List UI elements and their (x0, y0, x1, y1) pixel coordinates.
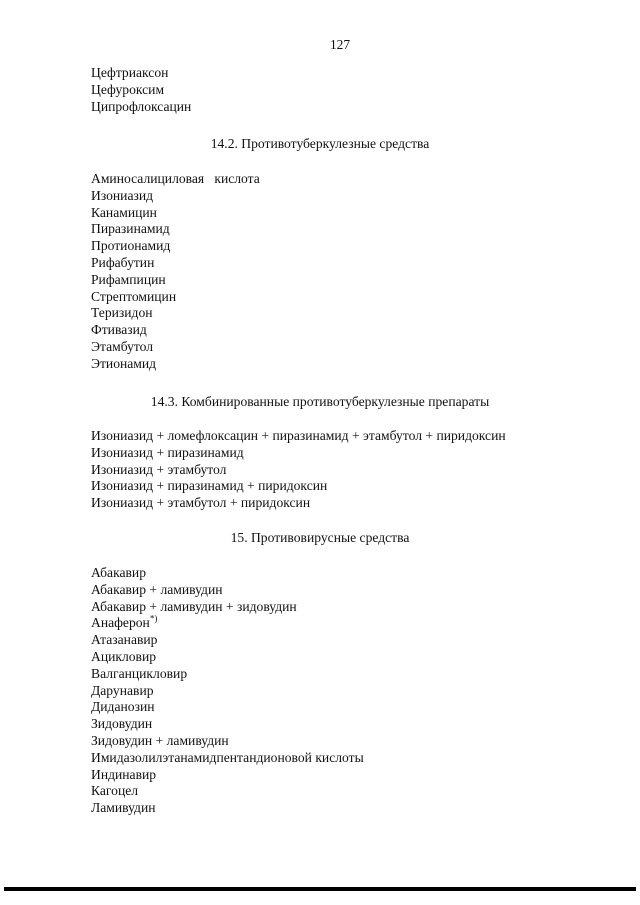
list-item: Рифабутин (91, 254, 155, 270)
list-item: Абакавир (91, 565, 146, 580)
list-item: Протионамид (91, 238, 171, 254)
list-item: Аминосалициловая кислота (91, 171, 260, 186)
list-item: Пиразинамид (91, 221, 170, 237)
list-item: Ципрофлоксацин (91, 98, 192, 114)
list-item: Атазанавир (91, 632, 158, 648)
list-item: Изониазид + ломефлоксацин + пиразинамид + этамбутол + пиридоксин (91, 428, 506, 443)
list-item: Абакавир + ламивудин (91, 581, 223, 597)
list-item: Цефтриаксон (91, 65, 169, 80)
drug-list-14-2 (91, 171, 260, 373)
list-item: Кагоцел (91, 783, 139, 799)
drug-list-14-3 (91, 428, 506, 512)
list-item: Изониазид (91, 187, 154, 203)
list-item: Изониазид + этамбутол (91, 461, 227, 477)
list-item: Изониазид + этамбутол + пиридоксин (91, 495, 311, 511)
list-item: Этамбутол (91, 338, 154, 354)
drug-list-top (91, 65, 191, 115)
drug-list-15 (91, 565, 364, 817)
list-item: Ламивудин (91, 800, 156, 816)
list-item: Фтивазид (91, 322, 147, 338)
list-item: Имидазолилэтанамидпентандионовой кислоты (91, 749, 364, 765)
section-heading-15: 15. Противовирусные средства (230, 530, 410, 545)
list-item: Рифампицин (91, 271, 166, 287)
list-item-label: Анаферон (91, 615, 150, 631)
list-item: Зидовудин (91, 716, 153, 732)
list-item: Зидовудин + ламивудин (91, 732, 229, 748)
list-item: Абакавир + ламивудин + зидовудин (91, 598, 297, 614)
bottom-rule (4, 887, 636, 891)
list-item: Цефуроксим (91, 81, 165, 97)
list-item: Теризидон (91, 305, 153, 321)
section-heading-14-3: 14.3. Комбинированные противотуберкулезные препараты (150, 394, 490, 409)
list-item: Валганцикловир (91, 665, 188, 681)
page-number: 127 (329, 37, 351, 52)
list-item: Стрептомицин (91, 288, 177, 304)
list-item: Диданозин (91, 699, 155, 715)
list-item-anaferon (91, 615, 364, 632)
list-item: Этионамид (91, 355, 157, 371)
list-item: Изониазид + пиразинамид + пиридоксин (91, 478, 328, 494)
list-item: Индинавир (91, 766, 157, 782)
list-item: Ацикловир (91, 648, 157, 664)
section-heading-14-2: 14.2. Противотуберкулезные средства (210, 136, 430, 151)
footnote-marker: *) (149, 613, 158, 624)
list-item: Изониазид + пиразинамид (91, 444, 244, 460)
list-item: Дарунавир (91, 682, 154, 698)
list-item: Канамицин (91, 204, 157, 220)
